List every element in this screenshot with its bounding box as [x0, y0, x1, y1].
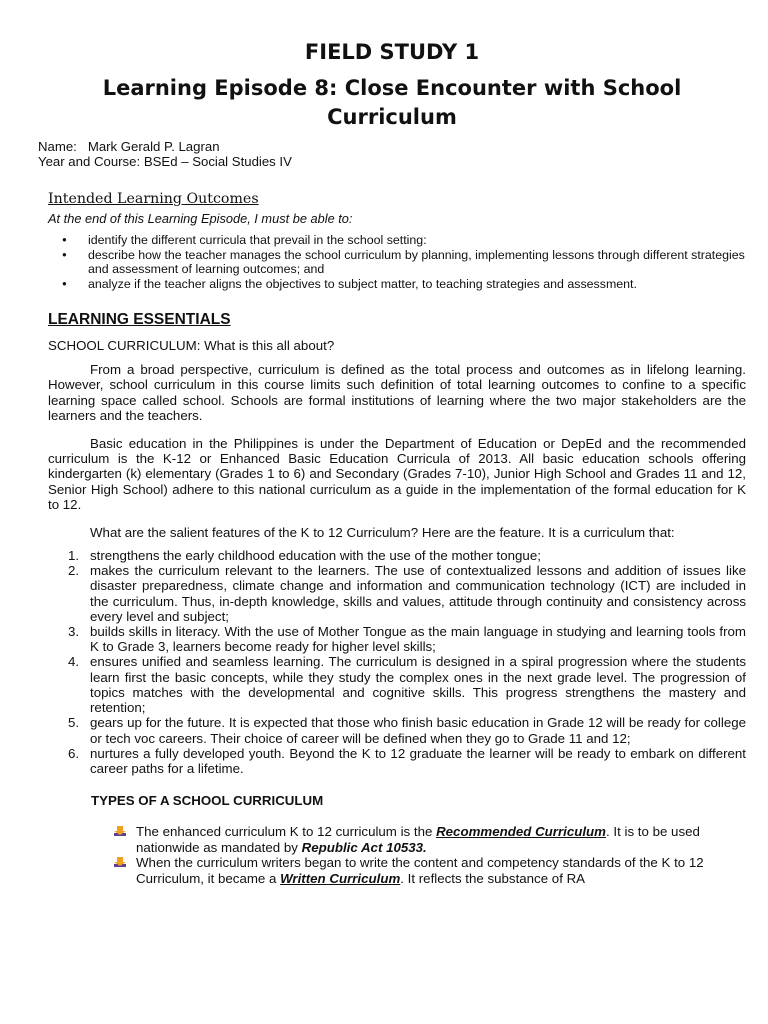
paragraph: What are the salient features of the K to 12 Curriculum? Here are the feature. It is a curriculum that: [90, 524, 675, 540]
recommended-curriculum-term: Recommended Curriculum [436, 824, 607, 840]
list-number: 2. [68, 563, 80, 579]
ilo-item: ● identify the different curricula that prevail in the school setting: [88, 233, 746, 248]
list-item [68, 745, 746, 776]
episode-title: Learning Episode 8: Close Encounter with School Curriculum [102, 76, 682, 129]
list-item [68, 654, 746, 716]
list-item-text: builds skills in literacy. With the use of Mother Tongue as the main language in studying and learning tools from K to Grade 3, learners become ready for higher level skills; [90, 624, 746, 655]
student-info [38, 139, 746, 169]
types-heading: TYPES OF A SCHOOL CURRICULUM [91, 793, 324, 809]
learning-essentials-heading: LEARNING ESSENTIALS [48, 311, 231, 328]
section-subheading: SCHOOL CURRICULUM: What is this all about? [48, 338, 335, 353]
list-number: 4. [68, 654, 80, 670]
list-number: 5. [68, 715, 80, 731]
ilo-list [38, 233, 746, 291]
list-item [68, 563, 746, 624]
list-item [68, 624, 746, 655]
list-item [68, 715, 746, 746]
list-number: 6. [68, 745, 80, 761]
republic-act-ref: Republic Act 10533. [301, 839, 427, 855]
text-run: When the curriculum writers began to write the content and competency standards of the K to 12 Curriculum, it became a [136, 855, 704, 886]
arrow-bullet-icon [114, 826, 126, 838]
list-item [68, 548, 746, 564]
list-item-text: gears up for the future. It is expected that those who finish basic education in Grade 12 will be ready for college or tech voc careers. Their choice of career will be defined when they go to Grade 11 and 12; [90, 715, 746, 746]
list-number: 1. [68, 548, 80, 564]
ilo-item: ● analyze if the teacher aligns the objectives to subject matter, to teaching strategies and assessment. [88, 277, 746, 292]
ilo-intro: At the end of this Learning Episode, I must be able to: [48, 211, 353, 226]
text-run: The enhanced curriculum K to 12 curriculum is the [136, 824, 437, 840]
written-curriculum-term: Written Curriculum [280, 870, 401, 886]
list-item-text: nurtures a fully developed youth. Beyond the K to 12 graduate the learner will be ready to embark on different career paths for a lifetime. [90, 745, 746, 776]
list-item-text: ensures unified and seamless learning. The curriculum is designed in a spiral progression where the students learn first the basic concepts, while they study the complex ones in the next grade level. The progression of topics matches with the developmental and cognitive skills. This progress strengthens the mastery and retention; [90, 654, 746, 716]
student-name: Name: Mark Gerald P. Lagran [38, 139, 220, 154]
types-list [38, 824, 746, 886]
features-list [38, 548, 746, 776]
paragraph: Basic education in the Philippines is under the Department of Education or DepEd and the recommended curriculum is the K-12 or Enhanced Basic Education Curricula of 2013. All basic education schools offering kindergarten (k) elementary (Grades 1 to 6) and Secondary (Grades 7-10), Junior High School and Grades 11 and 12, Senior High School) adhere to this national curriculum as a guide in the implementation of the formal education for K to 12. [48, 435, 746, 513]
page-title: FIELD STUDY 1 [304, 40, 480, 64]
text-run: . It reflects the substance of RA [400, 870, 586, 886]
text-run: . It is to be used nationwide as mandated by [136, 824, 700, 855]
ilo-heading: Intended Learning Outcomes [48, 191, 259, 207]
list-item [136, 855, 746, 886]
list-item-text: strengthens the early childhood education with the use of the mother tongue; [90, 548, 541, 564]
list-number: 3. [68, 624, 80, 640]
ilo-item: ● describe how the teacher manages the school curriculum by planning, implementing lessons through different strategies and assessment of learning outcomes; and [88, 248, 746, 277]
paragraph: From a broad perspective, curriculum is defined as the total process and outcomes as in lifelong learning. However, school curriculum in this course limits such definition of total learning outcomes to confine to a specific learning space called school. Schools are formal institutions of learning where the two major stakeholders are the learners and the teachers. [48, 362, 746, 424]
arrow-bullet-icon [114, 857, 126, 869]
list-item-text: makes the curriculum relevant to the learners. The use of contextualized lessons and addition of issues like disaster preparedness, climate change and information and communication technology (ICT) are included in the curriculum. Thus, in-depth knowledge, skills and values, attitude through continuity and consistency across every level and subject; [90, 563, 746, 624]
year-course: Year and Course: BSEd – Social Studies IV [38, 154, 292, 169]
list-item [136, 824, 746, 855]
